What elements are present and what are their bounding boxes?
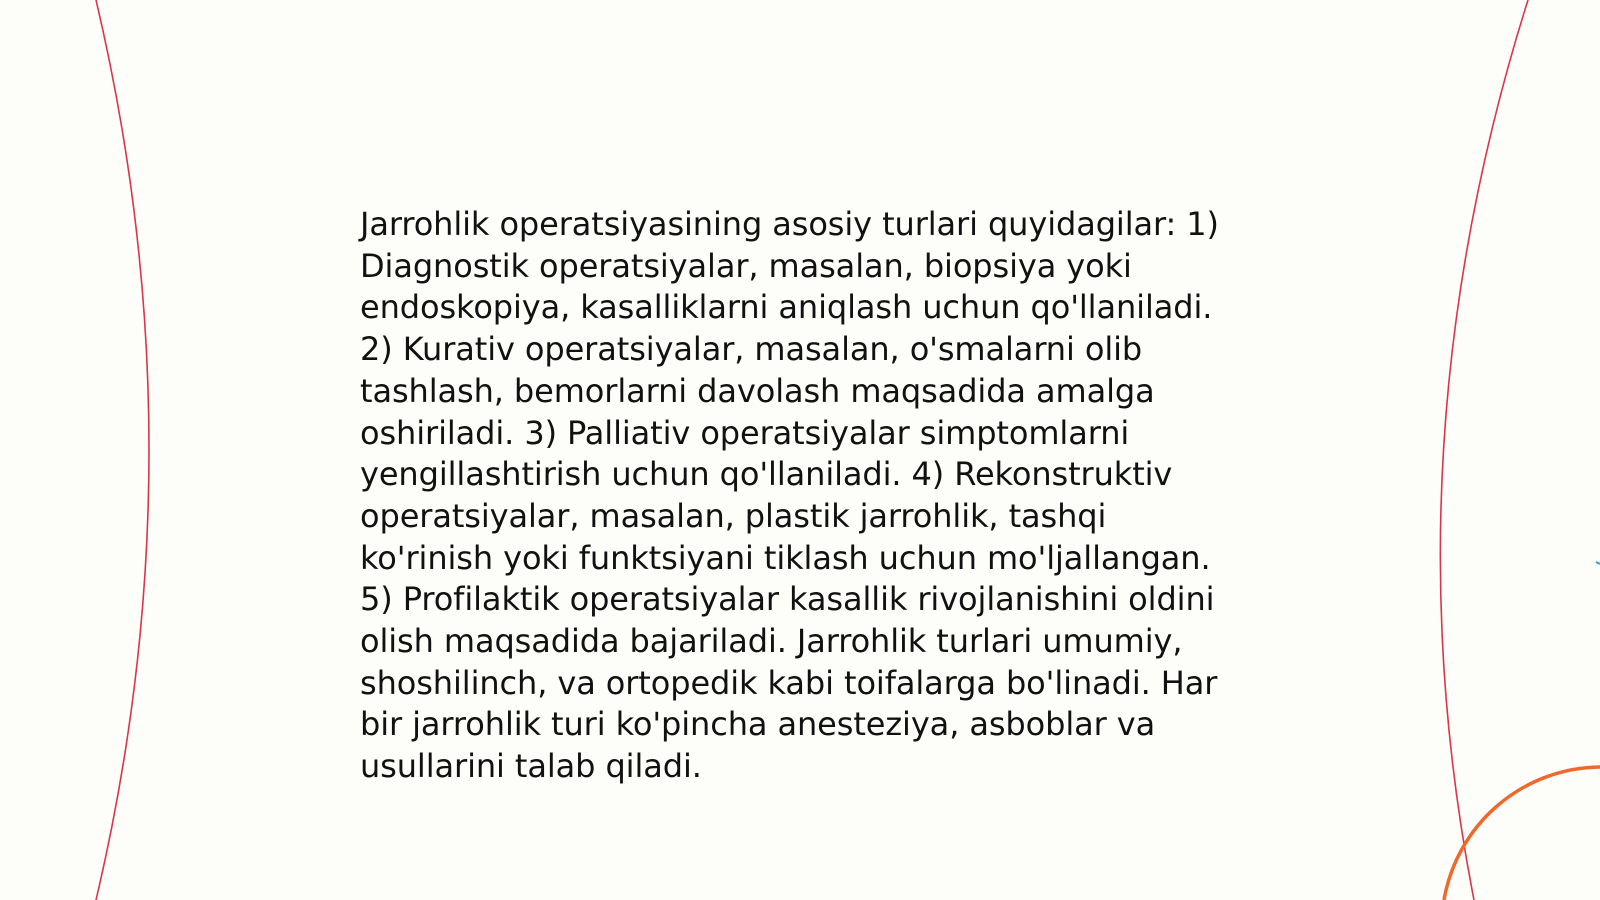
right-curve-line — [1440, 0, 1528, 900]
left-curve-line — [96, 0, 149, 900]
slide-body-text: Jarrohlik operatsiyasining asosiy turlari quyidagilar: 1) Diagnostik operatsiyalar, masalan, biopsiya yoki endoskopiya, kasalliklarni aniqlash uchun qo'llaniladi. 2) Kurativ operatsiyalar, masalan, o'smalarni olib tashlash, bemorlarni davolash maqsadida amalga oshiriladi. 3) Palliativ operatsiyalar simptomlarni yengillashtirish uchun qo'llaniladi. 4) Rekonstruktiv operatsiyalar, masalan, plastik jarrohlik, tashqi ko'rinish yoki funktsiyani tiklash uchun mo'ljallangan. 5) Profilaktik operatsiyalar kasallik rivojlanishini oldini olish maqsadida bajariladi. Jarrohlik turlari umumiy, shoshilinch, va ortopedik kabi toifalarga bo'linadi. Har bir jarrohlik turi ko'pincha anesteziya, asboblar va usullarini talab qiladi. — [360, 205, 1219, 786]
orange-arc — [1444, 767, 1600, 900]
blue-tick — [1596, 562, 1600, 564]
